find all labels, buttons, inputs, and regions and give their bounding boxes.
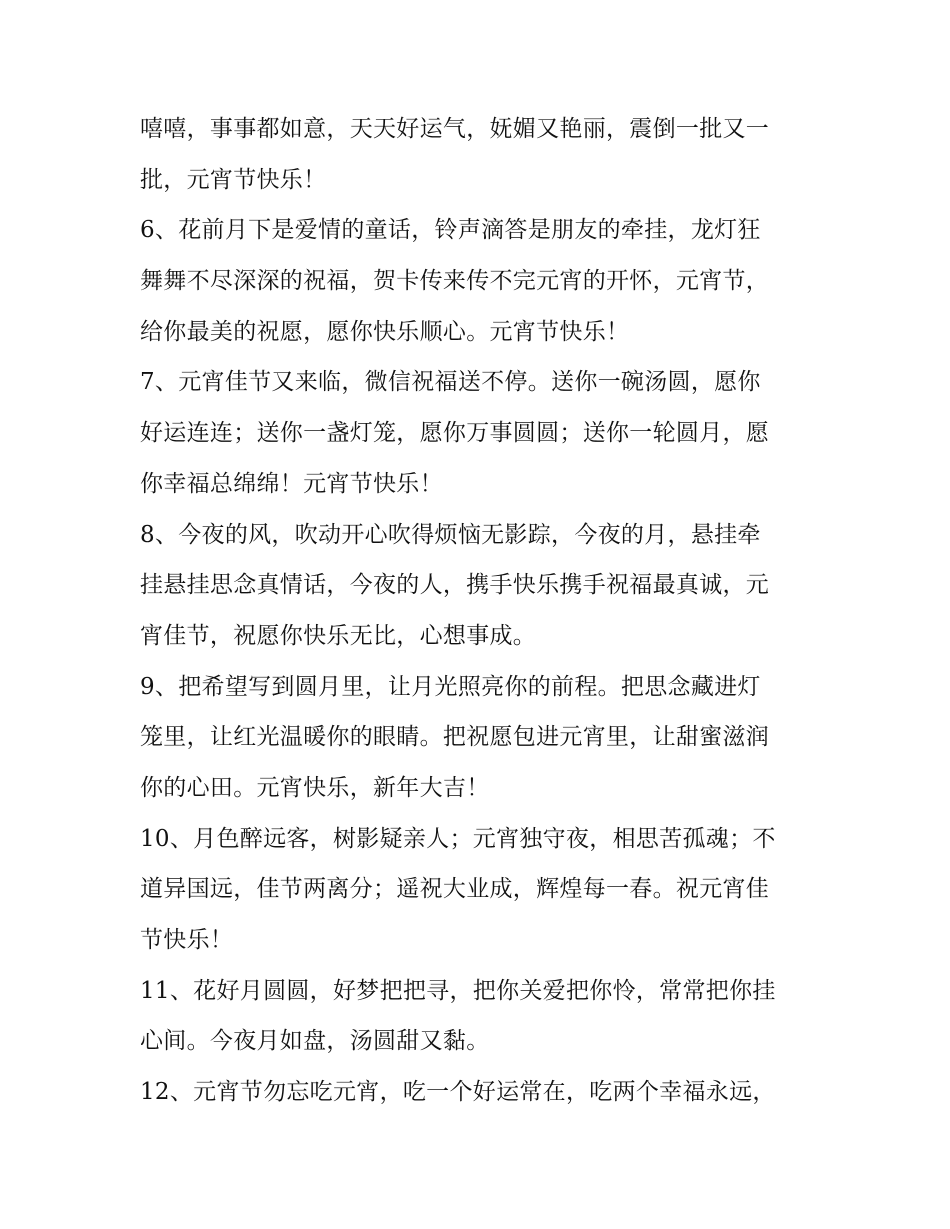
text-line: 道异国远，佳节两离分；遥祝大业成，辉煌每一春。祝元宵佳 [140, 876, 770, 903]
text-line: 挂悬挂思念真情话，今夜的人，携手快乐携手祝福最真诚，元 [140, 572, 770, 599]
document-page [140, 104, 816, 1118]
text-line: 10、月色醉远客，树影疑亲人；元宵独守夜，相思苦孤魂；不 [140, 825, 776, 852]
text-line: 9、把希望写到圆月里，让月光照亮你的前程。把思念藏进灯 [140, 673, 761, 700]
text-line: 给你最美的祝愿，愿你快乐顺心。元宵节快乐！ [140, 318, 630, 345]
text-line: 6、花前月下是爱情的童话，铃声滴答是朋友的牵挂，龙灯狂 [140, 217, 761, 244]
text-line: 好运连连；送你一盏灯笼，愿你万事圆圆；送你一轮圆月，愿 [140, 420, 770, 447]
text-line: 7、元宵佳节又来临，微信祝福送不停。送你一碗汤圆，愿你 [140, 369, 761, 396]
text-line: 8、今夜的风，吹动开心吹得烦恼无影踪，今夜的月，悬挂牵 [140, 521, 761, 548]
text-line: 笼里，让红光温暖你的眼睛。把祝愿包进元宵里，让甜蜜滋润 [140, 724, 770, 751]
text-line: 舞舞不尽深深的祝福，贺卡传来传不完元宵的开怀，元宵节， [140, 268, 770, 295]
text-line: 11、花好月圆圆，好梦把把寻，把你关爱把你怜，常常把你挂 [140, 977, 776, 1004]
text-line: 节快乐！ [140, 927, 234, 953]
text-line: 宵佳节，祝愿你快乐无比，心想事成。 [140, 622, 537, 649]
text-line: 你幸福总绵绵！元宵节快乐！ [140, 470, 443, 497]
text-line: 嘻嘻，事事都如意，天天好运气，妩媚又艳丽，震倒一批又一 [140, 116, 770, 142]
text-line: 心间。今夜月如盘，汤圆甜又黏。 [140, 1028, 490, 1055]
text-line: 批，元宵节快乐！ [140, 166, 327, 193]
text-line: 你的心田。元宵快乐，新年大吉！ [140, 774, 490, 801]
text-line: 12、元宵节勿忘吃元宵，吃一个好运常在，吃两个幸福永远， [140, 1079, 776, 1106]
